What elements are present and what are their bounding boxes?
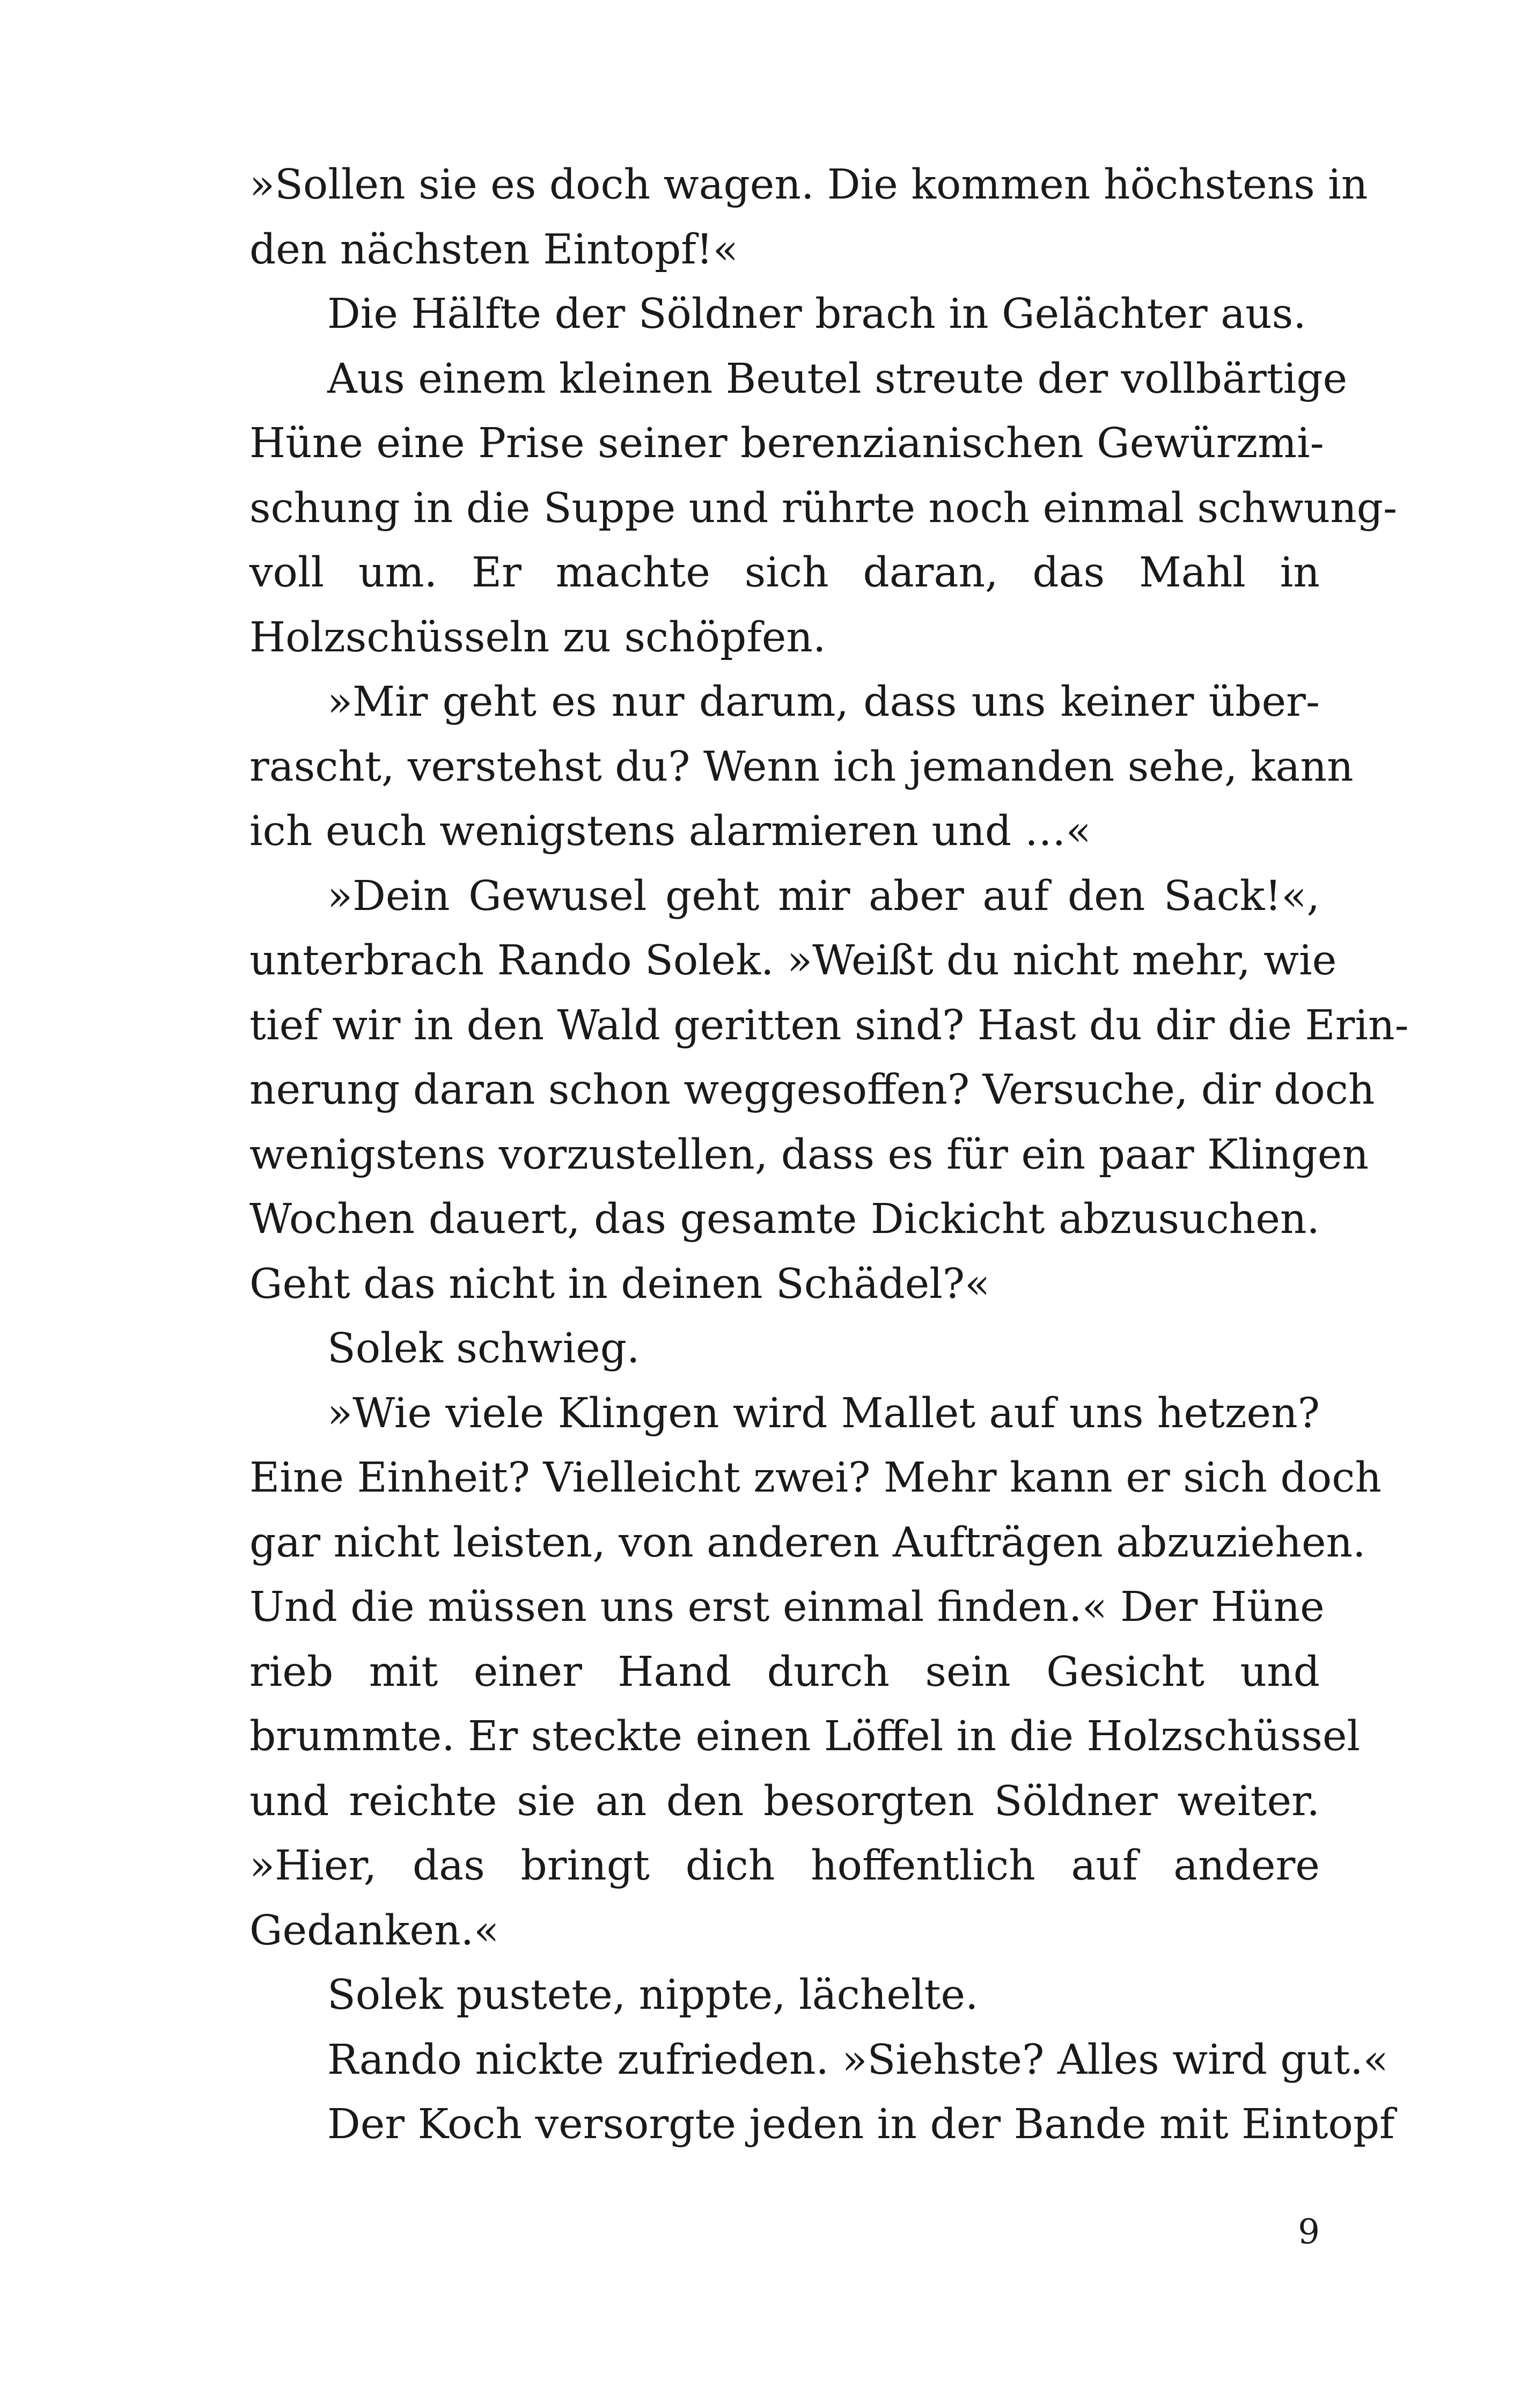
text-line: Geht das nicht in deinen Schädel?«: [249, 1260, 990, 1308]
text-line: Wochen dauert, das gesamte Dickicht abzusuchen.: [249, 1195, 1320, 1243]
text-line: rieb mit einer Hand durch sein Gesicht und: [249, 1648, 1320, 1696]
text-line: nerung daran schon weggesoffen? Versuche, dir doch: [249, 1066, 1375, 1114]
text-line: Eine Einheit? Vielleicht zwei? Mehr kann er sich doch: [249, 1454, 1382, 1502]
text-line: »Sollen sie es doch wagen. Die kommen höchstens in: [249, 161, 1368, 209]
text-line: wenigstens vorzustellen, dass es für ein paar Klingen: [249, 1130, 1369, 1179]
text-line: brummte. Er steckte einen Löffel in die Holzschüssel: [249, 1713, 1361, 1760]
text-line: »Mir geht es nur darum, dass uns keiner über-: [327, 678, 1320, 726]
text-line: den nächsten Eintopf!«: [249, 225, 738, 274]
text-line: »Dein Gewusel geht mir aber auf den Sack!«,: [327, 872, 1320, 920]
text-line: Rando nickte zufrieden. »Siehste? Alles wird gut.«: [327, 2036, 1388, 2084]
text-line: Und die müssen uns erst einmal finden.« Der Hüne: [249, 1583, 1325, 1631]
text-line: schung in die Suppe und rührte noch einmal schwung-: [249, 484, 1398, 532]
text-line: Der Koch versorgte jeden in der Bande mit Eintopf: [327, 2101, 1395, 2148]
text-line: und reichte sie an den besorgten Söldner weiter.: [249, 1777, 1320, 1825]
text-line: Gedanken.«: [249, 1906, 499, 1955]
text-line: »Wie viele Klingen wird Mallet auf uns hetzen?: [327, 1389, 1320, 1437]
text-line: gar nicht leisten, von anderen Aufträgen abzuziehen.: [249, 1518, 1366, 1567]
text-line: Holzschüsseln zu schöpfen.: [249, 613, 826, 662]
text-line: »Hier, das bringt dich hoffentlich auf andere: [249, 1842, 1320, 1890]
text-line: rascht, verstehst du? Wenn ich jemanden sehe, kann: [249, 743, 1354, 791]
text-line: tief wir in den Wald geritten sind? Hast du dir die Erin-: [249, 1001, 1409, 1049]
text-line: Solek schwieg.: [327, 1325, 640, 1372]
text-line: ich euch wenigstens alarmieren und …«: [249, 807, 1091, 855]
text-line: Solek pustete, nippte, lächelte.: [327, 1971, 979, 2019]
text-line: unterbrach Rando Solek. »Weißt du nicht mehr, wie: [249, 937, 1337, 985]
text-line: Die Hälfte der Söldner brach in Gelächter aus.: [327, 290, 1306, 338]
text-line: voll um. Er machte sich daran, das Mahl in: [249, 549, 1320, 597]
text-line: Hüne eine Prise seiner berenzianischen Gewürzmi-: [249, 420, 1324, 467]
body-text: [249, 153, 1409, 2157]
page-number: 9: [1298, 2212, 1320, 2252]
text-line: Aus einem kleinen Beutel streute der vollbärtige: [327, 355, 1348, 403]
